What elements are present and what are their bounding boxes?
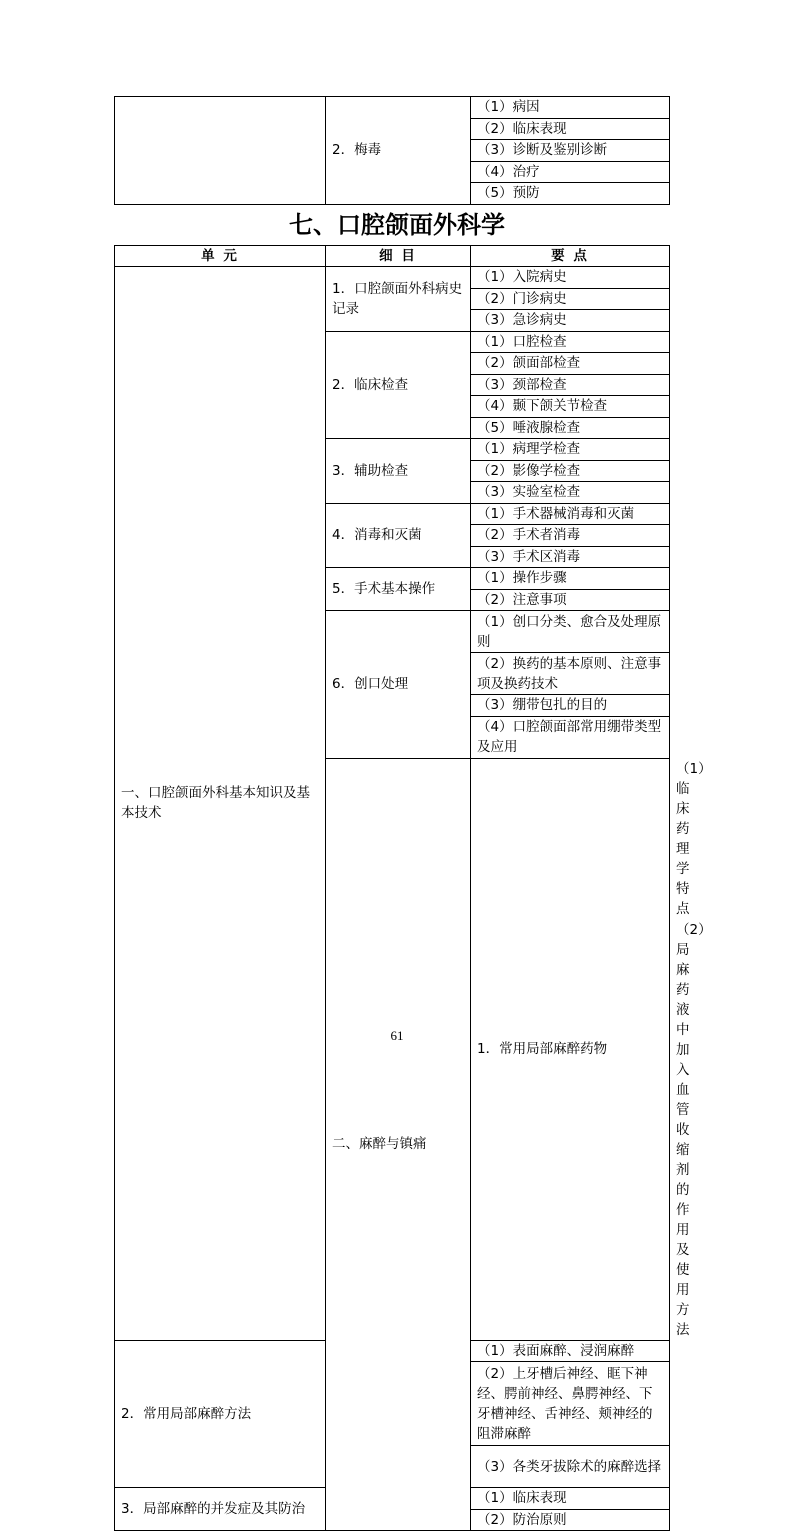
point-cell: （3）手术区消毒 — [471, 546, 670, 568]
unit-cell-empty — [115, 97, 326, 205]
continued-table — [114, 96, 670, 205]
point-cell: （2）注意事项 — [471, 589, 670, 611]
point-cell: （2）上牙槽后神经、眶下神经、腭前神经、鼻腭神经、下牙槽神经、舌神经、颊神经的阻滞麻醉 — [471, 1362, 670, 1446]
point-cell: （2）颌面部检查 — [471, 353, 670, 375]
point-cell: （2）临床表现 — [471, 118, 670, 140]
point-cell: （3）绷带包扎的目的 — [471, 695, 670, 717]
point-cell: （1）口腔检查 — [471, 331, 670, 353]
point-cell: （1）创口分类、愈合及处理原则 — [471, 611, 670, 653]
item-cell: 3．辅助检查 — [326, 439, 471, 504]
section-title: 七、口腔颌面外科学 — [289, 210, 505, 239]
unit-cell: 二、麻醉与镇痛 — [326, 758, 471, 1531]
point-cell: （2）影像学检查 — [471, 460, 670, 482]
point-cell: （5）唾液腺检查 — [471, 417, 670, 439]
point-cell: （2）手术者消毒 — [471, 525, 670, 547]
item-cell: 6．创口处理 — [326, 611, 471, 759]
item-cell: 4．消毒和灭菌 — [326, 503, 471, 568]
point-cell: （2）换药的基本原则、注意事项及换药技术 — [471, 653, 670, 695]
point-cell: （1）临床表现 — [471, 1488, 670, 1510]
unit-cell: 一、口腔颌面外科基本知识及基本技术 — [115, 267, 326, 1341]
item-cell: 2．梅毒 — [326, 97, 471, 205]
point-cell: （3）颈部检查 — [471, 374, 670, 396]
point-cell: （1）病因 — [471, 97, 670, 119]
point-cell: （2）防治原则 — [471, 1509, 670, 1531]
point-cell: （3）诊断及鉴别诊断 — [471, 140, 670, 162]
point-cell: （1）入院病史 — [471, 267, 670, 289]
syllabus-table: 单 元 细 目 要 点 一、口腔颌面外科基本知识及基本技术 1．口腔颌面外科病史记录 （1）入院病史 （2）门诊病史 （3）急诊病史 2．临床检查 （1）口腔检查 （2）颌面部检查 （3）颈部检查 （4）颞下颌关节检查 （5）唾液腺检查 3．辅助检查 （1）病理学检查 （2）影像学检查 （3）实验室检查 4．消毒和灭菌 （1）手术器械消毒和灭菌 （2）手术者消毒 （3）手术区消毒 5．手术基本操作 （1）操作步骤 （2）注意事项 6．创口处理 （1）创口分类、愈合及处理原则 （2）换药的基本原则、注意事项及换药技术 （3）绷带包扎的目的 （4）口腔颌面部常用绷带类型及应用 二、麻醉与镇痛 1．常用局部麻醉药物 （1）临床药理学特点 （2）局麻药液中加入血管收缩剂的作用及使用方法 2．常用局部麻醉方法 （1）表面麻醉、浸润麻醉 （2）上牙槽后神经、眶下神经、腭前神经、鼻腭神经、下牙槽神经、舌神经、颊神经的阻滞麻醉 （3）各类牙拔除术的麻醉选择 3．局部麻醉的并发症及其防治 （1）临床表现 （2）防治原则 — [114, 245, 670, 1531]
point-cell: （4）治疗 — [471, 161, 670, 183]
page-number: 61 — [390, 1028, 404, 1043]
item-cell: 3．局部麻醉的并发症及其防治 — [115, 1488, 326, 1531]
point-cell: （3）各类牙拔除术的麻醉选择 — [471, 1446, 670, 1488]
point-cell: （4）颞下颌关节检查 — [471, 396, 670, 418]
item-cell: 1．常用局部麻醉药物 — [471, 758, 670, 1340]
point-cell: （5）预防 — [471, 183, 670, 205]
point-cell: （3）急诊病史 — [471, 310, 670, 332]
point-cell: （4）口腔颌面部常用绷带类型及应用 — [471, 716, 670, 758]
point-cell: （1）手术器械消毒和灭菌 — [471, 503, 670, 525]
item-cell: 2．常用局部麻醉方法 — [115, 1340, 326, 1488]
point-cell: （2）门诊病史 — [471, 288, 670, 310]
item-cell: 5．手术基本操作 — [326, 568, 471, 611]
point-cell: （1）表面麻醉、浸润麻醉 — [471, 1340, 670, 1362]
point-cell: （3）实验室检查 — [471, 482, 670, 504]
point-cell: （1）操作步骤 — [471, 568, 670, 590]
header-item: 细 目 — [326, 246, 471, 267]
header-points: 要 点 — [471, 246, 670, 267]
item-cell: 1．口腔颌面外科病史记录 — [326, 267, 471, 332]
point-cell: （1）病理学检查 — [471, 439, 670, 461]
header-unit: 单 元 — [115, 246, 326, 267]
item-cell: 2．临床检查 — [326, 331, 471, 439]
